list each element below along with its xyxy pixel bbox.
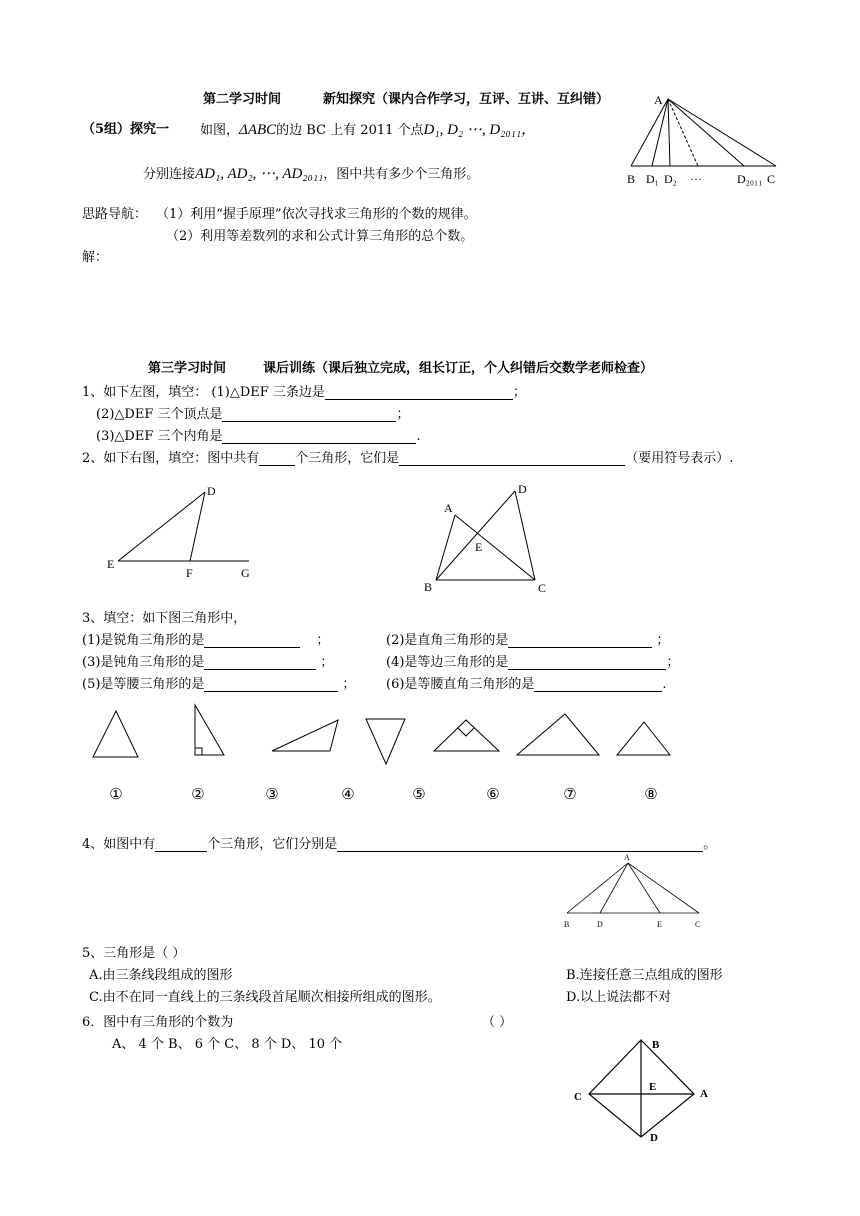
q6-answer-paren: （ ） [482, 1015, 513, 1030]
svg-text:②: ② [191, 787, 205, 803]
svg-text:E: E [475, 540, 483, 554]
fig-label-a: A [654, 93, 663, 107]
svg-text:⑧: ⑧ [644, 787, 658, 803]
svg-text:A: A [444, 501, 453, 515]
guide-item-1: （1）利用“握手原理”依次寻找求三角形的个数的规律。 [156, 207, 477, 222]
q3-item-2: (2)是直角三角形的是 ； [386, 633, 670, 648]
q3-item-6: (6)是等腰直角三角形的是 . [386, 677, 667, 692]
q4-line: 4、如图中有 个三角形，它们分别是 。 [82, 837, 717, 852]
triangle-3 [272, 720, 338, 751]
figure-abcde [418, 478, 558, 600]
fig-label-b: B [627, 172, 636, 186]
svg-text:B: B [652, 1039, 660, 1051]
svg-text:④: ④ [341, 787, 355, 803]
right-angle-mark [195, 748, 202, 755]
q5-option-a: A.由三条线段组成的图形 [89, 968, 233, 983]
triangle-6 [517, 714, 599, 755]
triangle-1 [93, 711, 138, 757]
svg-text:D: D [597, 920, 603, 929]
q3-item-1: (1)是锐角三角形的是 ； [82, 633, 330, 648]
q6-question: 6．图中有三角形的个数为 [82, 1015, 234, 1030]
figure-def [100, 480, 270, 585]
q-second-line: 分别连接AD₁, AD₂, ⋯, AD₂₀₁₁，图中共有多少个三角形。 [143, 166, 480, 182]
q5-option-c: C.由不在同一直线上的三条线段首尾顺次相接所组成的图形。 [89, 990, 441, 1005]
guide-label: 思路导航： [82, 207, 148, 222]
svg-text:G: G [241, 566, 250, 580]
svg-text:D: D [518, 482, 527, 496]
fig-label-d1: D₁ [646, 172, 659, 186]
svg-text:⑤: ⑤ [412, 787, 426, 803]
fig-label-dots: ··· [690, 172, 702, 186]
q-intro: 如图，ΔABC的边 BC 上有 2011 个点D₁, D₂ ⋯, D₂₀₁₁， [200, 122, 537, 138]
q3-item-5: (5)是等腰三角形的是 ； [82, 677, 356, 692]
fig-label-c: C [767, 172, 776, 186]
q1-line-1: 1、如下左图，填空： (1)△DEF 三条边是 ； [82, 385, 526, 400]
section2-topic-heading: 新知探究（课内合作学习，互评、互讲、互纠错） [323, 92, 610, 107]
q3-title: 3、填空：如下图三角形中， [82, 611, 247, 626]
svg-text:E: E [657, 920, 662, 929]
svg-text:③: ③ [265, 787, 279, 803]
q5-option-b: B.连接任意三点组成的图形 [566, 968, 723, 983]
svg-text:A: A [624, 853, 630, 862]
section3-topic-heading: 课后训练（课后独立完成，组长订正，个人纠错后交数学老师检查） [263, 361, 654, 376]
svg-text:⑦: ⑦ [563, 787, 577, 803]
svg-text:B: B [424, 580, 433, 594]
q2-line: 2、如下右图，填空：图中共有 个三角形，它们是 （要用符号表示）. [82, 451, 734, 466]
group-label: （5组）探究一 [82, 122, 170, 137]
triangle-7 [617, 722, 670, 755]
q3-item-4: (4)是等边三角形的是 ； [386, 655, 680, 670]
svg-text:E: E [107, 557, 115, 571]
guide-item-2: （2）利用等差数列的求和公式计算三角形的总个数。 [166, 229, 474, 244]
section2-time-heading: 第二学习时间 [203, 92, 282, 107]
svg-text:F: F [186, 566, 193, 580]
q1-line-3: (3)△DEF 三个内角是 . [96, 429, 421, 444]
q5-question: 5、三角形是（ ） [82, 946, 186, 961]
section2-figure [620, 88, 790, 188]
svg-text:E: E [649, 1081, 657, 1093]
svg-text:C: C [695, 920, 701, 929]
figure-q6 [566, 1030, 716, 1148]
svg-text:B: B [564, 920, 570, 929]
svg-text:D: D [207, 484, 216, 498]
svg-text:C: C [574, 1091, 582, 1103]
q3-item-3: (3)是钝角三角形的是 ； [82, 655, 334, 670]
figure-q4 [560, 850, 710, 932]
triangle-5-mark [458, 728, 474, 736]
q1-line-2: (2)△DEF 三个顶点是 ； [96, 407, 410, 422]
svg-text:⑥: ⑥ [486, 787, 500, 803]
fig-label-d2: D₂ [664, 172, 677, 186]
svg-text:①: ① [109, 787, 123, 803]
q5-option-d: D.以上说法都不对 [566, 990, 672, 1005]
q3-triangles [80, 700, 700, 810]
svg-text:C: C [538, 581, 547, 595]
svg-text:A: A [700, 1088, 708, 1100]
triangle-4 [366, 719, 405, 764]
answer-label: 解： [82, 250, 109, 265]
q6-options: A、 4 个 B、 6 个 C、 8 个 D、 10 个 [112, 1037, 343, 1052]
fig-label-d2011: D₂₀₁₁ [737, 172, 763, 186]
section3-time-heading: 第三学习时间 [148, 361, 227, 376]
svg-text:D: D [650, 1132, 658, 1144]
